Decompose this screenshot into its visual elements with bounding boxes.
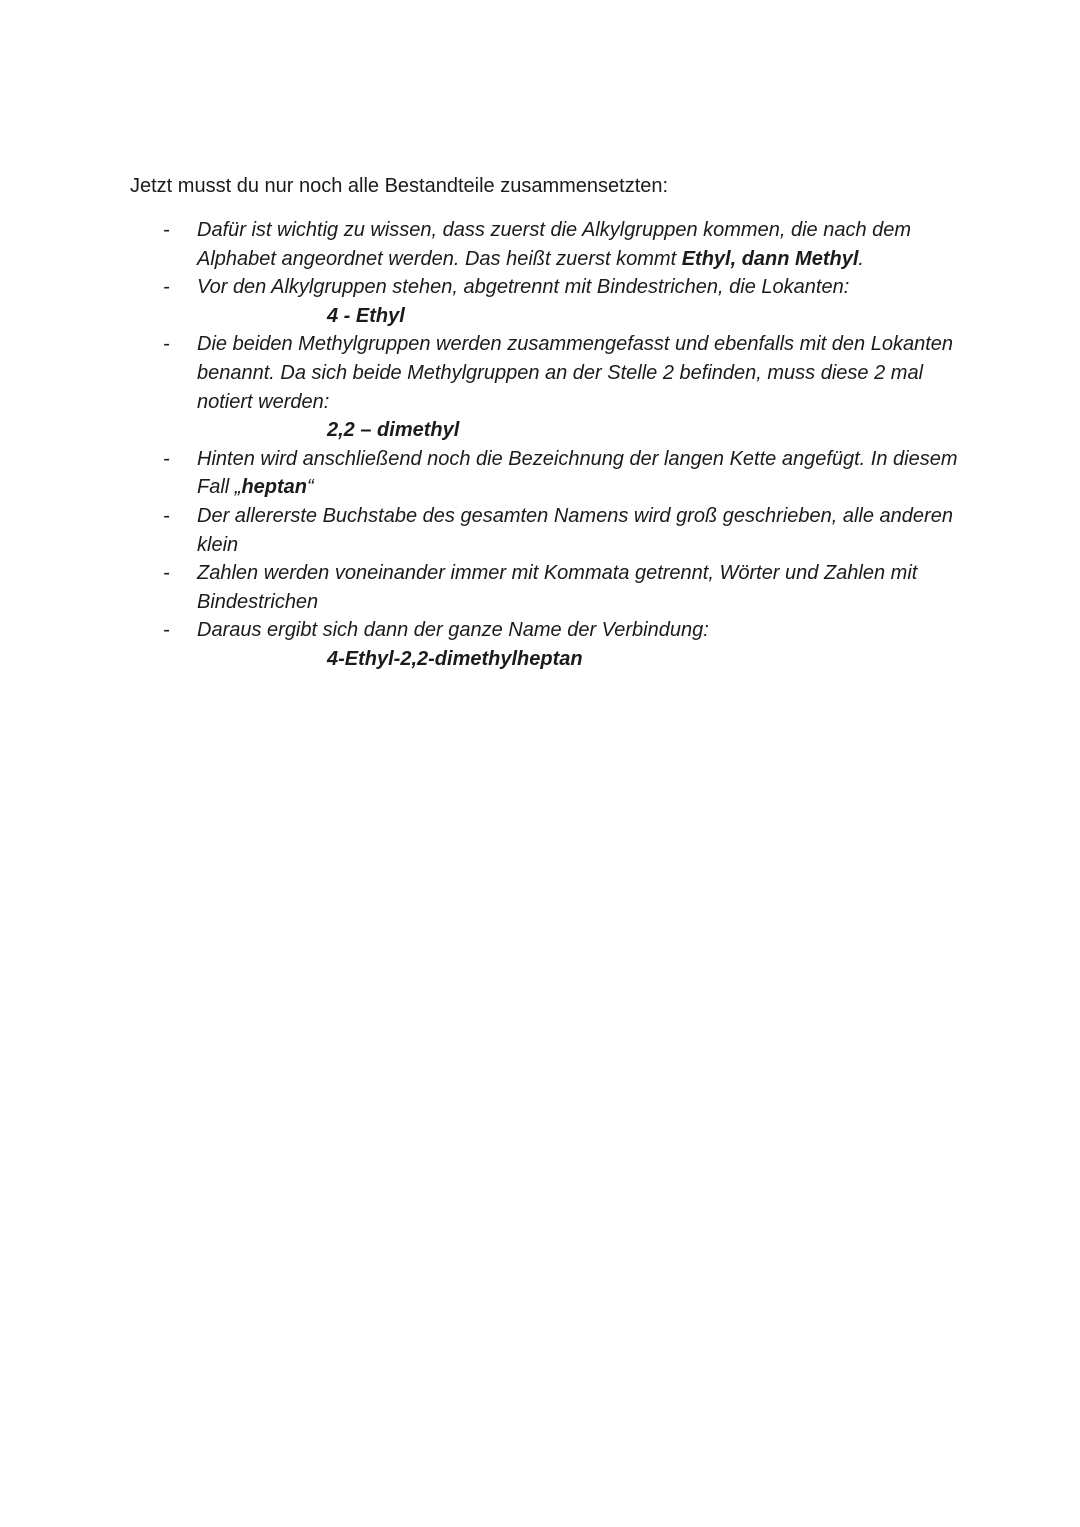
- list-item-4-line-2: [197, 473, 958, 502]
- bullet-dash: -: [163, 219, 170, 241]
- list-item-3-example: 2,2 – dimethyl: [327, 419, 460, 442]
- bullet-dash: -: [163, 619, 170, 642]
- list-item-3-line-2: benannt. Da sich beide Methylgruppen an der Stelle 2 befinden, muss diese 2 mal: [197, 361, 924, 384]
- list-item-1-line-2: [197, 245, 958, 274]
- list-item-3-line-1: [163, 330, 958, 359]
- list-item-4-bold-text: heptan: [241, 476, 308, 499]
- list-item-5-line-1: [163, 502, 958, 531]
- bullet-dash: -: [163, 333, 170, 356]
- list-item-1-text: Alphabet angeordnet werden. Das heißt zuerst kommt: [197, 247, 682, 270]
- list-item-6-line-1: [163, 559, 958, 588]
- list-item-3-text: Die beiden Methylgruppen werden zusammengefasst und ebenfalls mit den Lokanten: [197, 333, 954, 356]
- page-title: Jetzt musst du nur noch alle Bestandteile zusammensetzten:: [130, 175, 669, 197]
- list-item-5-text: Der allererste Buchstabe des gesamten Namens wird groß geschrieben, alle anderen: [197, 504, 953, 527]
- list-item-2-line-1: [163, 273, 958, 302]
- bullet-dash: -: [163, 504, 170, 527]
- bullet-dash: -: [163, 276, 170, 299]
- list-item-7-example: 4-Ethyl-2,2-dimethylheptan: [327, 647, 583, 670]
- list-item-6-text: Zahlen werden voneinander immer mit Kommata getrennt, Wörter und Zahlen mit: [197, 562, 918, 585]
- list-item-2-text: Vor den Alkylgruppen stehen, abgetrennt mit Bindestrichen, die Lokanten:: [197, 276, 850, 299]
- bullet-dash: -: [163, 562, 170, 585]
- list-item-4-text: Hinten wird anschließend noch die Bezeichnung der langen Kette angefügt. In diesem: [197, 447, 958, 470]
- list-item-4-text: “: [307, 476, 314, 499]
- list-item-1-line-1: [163, 216, 958, 245]
- list-item-3-line-3: notiert werden:: [197, 390, 330, 413]
- list-item-1-text: Dafür ist wichtig zu wissen, dass zuerst die Alkylgruppen kommen, die nach dem: [197, 219, 912, 241]
- list-item-4-line-1: [163, 445, 958, 474]
- list-item-1-text: .: [858, 247, 864, 270]
- list-item-2-example: 4 - Ethyl: [327, 304, 405, 327]
- list-item-7-line-1: [163, 616, 958, 645]
- bullet-list: [163, 216, 958, 674]
- list-item-4-text: Fall „: [197, 476, 242, 499]
- list-item-5-line-2: klein: [197, 533, 239, 556]
- list-item-7-text: Daraus ergibt sich dann der ganze Name der Verbindung:: [197, 619, 709, 642]
- list-item-6-line-2: Bindestrichen: [197, 590, 319, 613]
- list-item-1-bold-text: Ethyl, dann Methyl: [681, 247, 859, 270]
- bullet-dash: -: [163, 447, 170, 470]
